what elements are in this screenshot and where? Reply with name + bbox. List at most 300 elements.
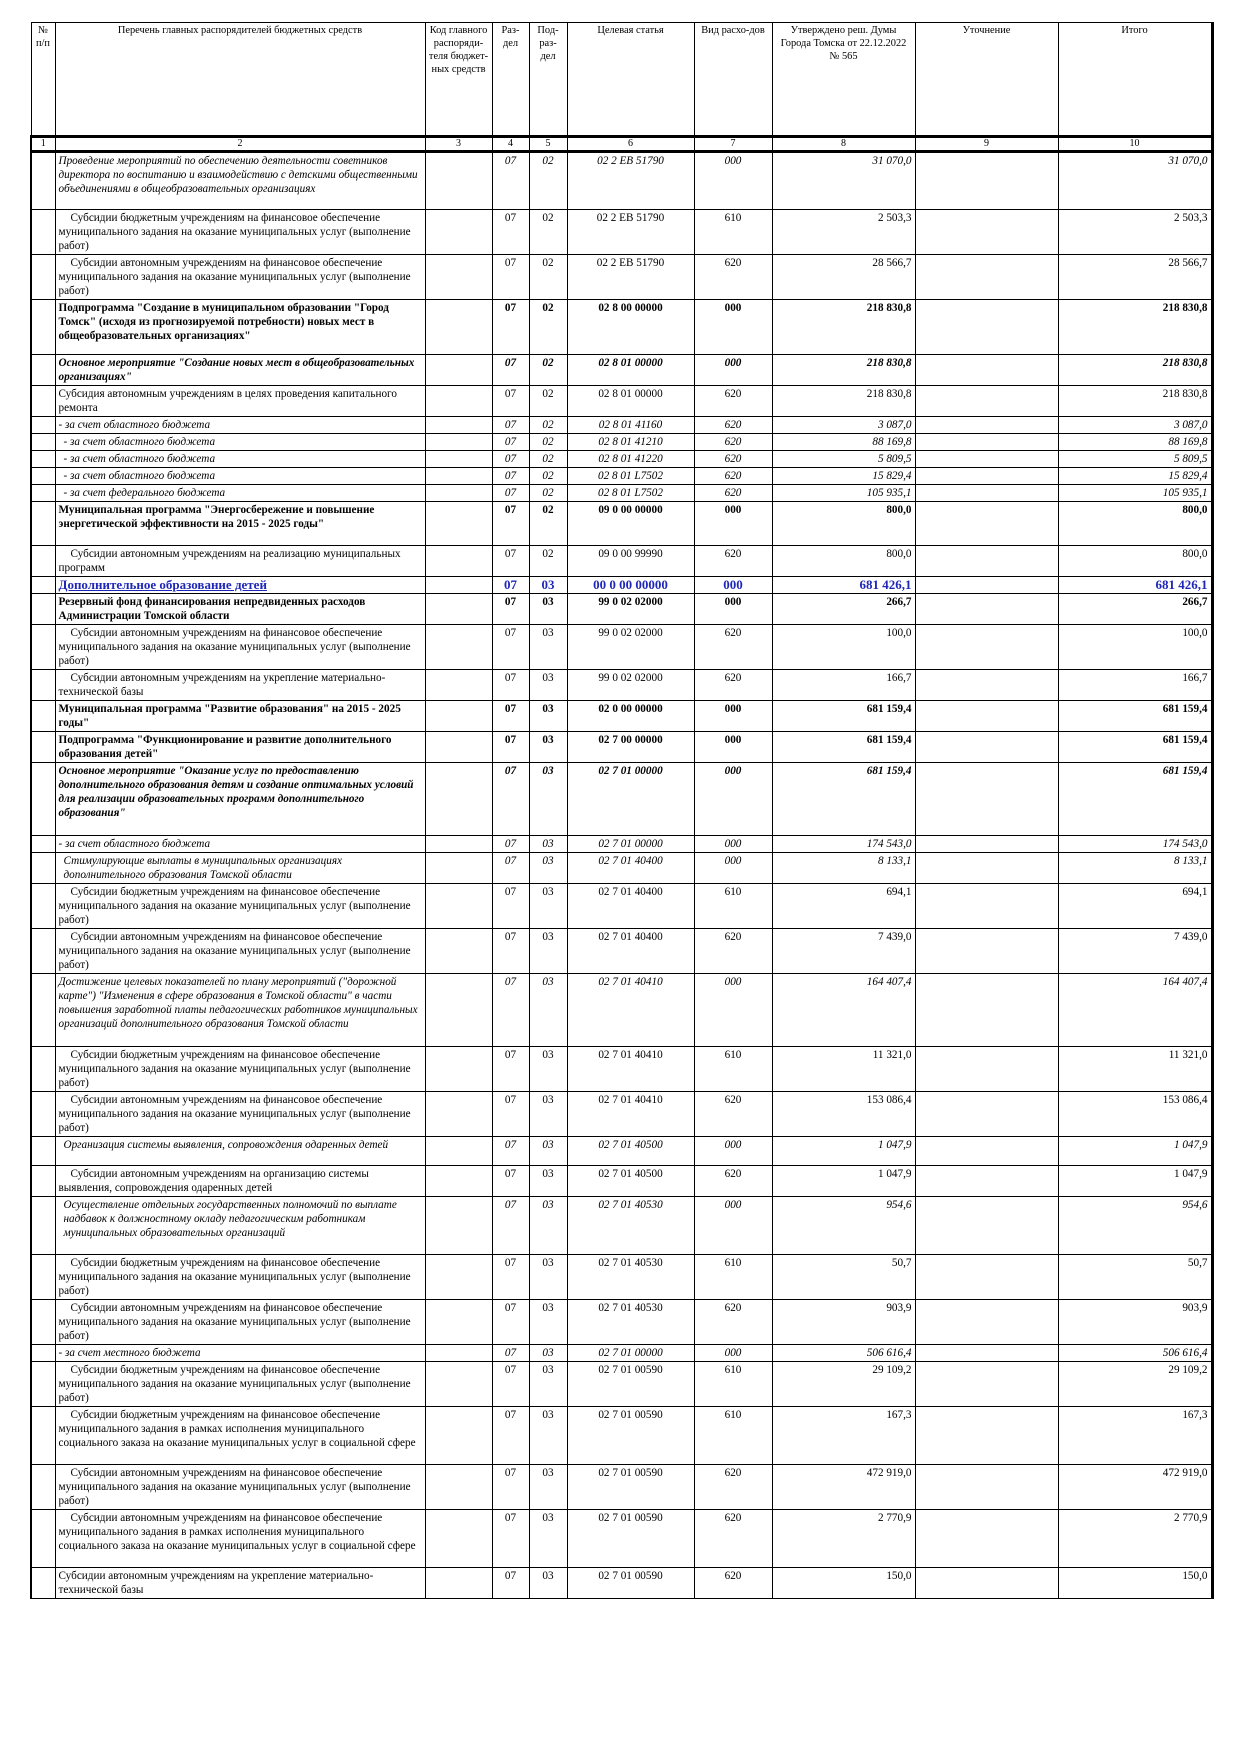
cell-statya: 02 8 01 41160: [567, 417, 694, 434]
cell-utochnenie: [915, 1510, 1058, 1568]
cell-code: [425, 468, 492, 485]
cell-utv: 2 770,9: [772, 1510, 915, 1568]
cell-code: [425, 732, 492, 763]
cell-razdel: 07: [492, 468, 529, 485]
cell-podrazdel: 03: [529, 732, 567, 763]
cell-razdel: 07: [492, 1362, 529, 1407]
cell-name: Организация системы выявления, сопровождения одаренных детей: [55, 1137, 425, 1166]
cell-num: [31, 670, 55, 701]
table-row: [31, 1197, 1212, 1255]
cell-utochnenie: [915, 485, 1058, 502]
cell-vid: 000: [694, 701, 772, 732]
cell-razdel: 07: [492, 1047, 529, 1092]
cell-itogo: 506 616,4: [1058, 1345, 1212, 1362]
table-row: [31, 763, 1212, 836]
cell-name: Субсидии бюджетным учреждениям на финансовое обеспечение муниципального задания на оказание муниципальных услуг (выполнение работ): [55, 1047, 425, 1092]
cell-code: [425, 1345, 492, 1362]
cell-itogo: 3 087,0: [1058, 417, 1212, 434]
cell-razdel: 07: [492, 417, 529, 434]
cell-vid: 000: [694, 1197, 772, 1255]
cell-utv: 1 047,9: [772, 1137, 915, 1166]
cell-utochnenie: [915, 594, 1058, 625]
cell-razdel: 07: [492, 152, 529, 210]
cell-itogo: 150,0: [1058, 1568, 1212, 1599]
cell-statya: 99 0 02 02000: [567, 594, 694, 625]
cell-vid: 620: [694, 417, 772, 434]
cell-utochnenie: [915, 1465, 1058, 1510]
cell-vid: 620: [694, 468, 772, 485]
cell-razdel: 07: [492, 485, 529, 502]
cell-utochnenie: [915, 468, 1058, 485]
cell-statya: 02 8 01 L7502: [567, 468, 694, 485]
cell-podrazdel: 03: [529, 1047, 567, 1092]
cell-utv: 31 070,0: [772, 152, 915, 210]
cell-itogo: 681 159,4: [1058, 763, 1212, 836]
cell-razdel: 07: [492, 929, 529, 974]
table-row: [31, 210, 1212, 255]
cell-num: [31, 1345, 55, 1362]
cell-num: [31, 434, 55, 451]
cell-razdel: 07: [492, 701, 529, 732]
table-row: [31, 386, 1212, 417]
header-col-num: № п/п: [31, 23, 55, 137]
cell-podrazdel: 03: [529, 763, 567, 836]
cell-name: Субсидии автономным учреждениям на финансовое обеспечение муниципального задания на оказание муниципальных услуг (выполнение работ): [55, 255, 425, 300]
table-row: [31, 546, 1212, 577]
cell-podrazdel: 03: [529, 1137, 567, 1166]
cell-utochnenie: [915, 732, 1058, 763]
cell-podrazdel: 03: [529, 853, 567, 884]
cell-code: [425, 1300, 492, 1345]
header-col-code: Код главного распоряди-теля бюджет-ных средств: [425, 23, 492, 137]
table-row: [31, 1166, 1212, 1197]
cell-podrazdel: 03: [529, 577, 567, 594]
cell-vid: 000: [694, 577, 772, 594]
cell-statya: 99 0 02 02000: [567, 625, 694, 670]
cell-code: [425, 763, 492, 836]
cell-utv: 105 935,1: [772, 485, 915, 502]
cell-num: [31, 625, 55, 670]
cell-num: [31, 763, 55, 836]
cell-itogo: 681 426,1: [1058, 577, 1212, 594]
cell-vid: 000: [694, 763, 772, 836]
cell-utochnenie: [915, 355, 1058, 386]
cell-vid: 620: [694, 255, 772, 300]
cell-vid: 000: [694, 355, 772, 386]
cell-utv: 164 407,4: [772, 974, 915, 1047]
cell-num: [31, 1407, 55, 1465]
cell-utochnenie: [915, 625, 1058, 670]
table-row: [31, 451, 1212, 468]
header-col-name: Перечень главных распорядителей бюджетных средств: [55, 23, 425, 137]
cell-num: [31, 210, 55, 255]
col-number: 9: [915, 137, 1058, 152]
cell-podrazdel: 02: [529, 300, 567, 355]
cell-statya: 02 2 EB 51790: [567, 152, 694, 210]
cell-utv: 681 159,4: [772, 763, 915, 836]
cell-code: [425, 1568, 492, 1599]
cell-podrazdel: 02: [529, 355, 567, 386]
cell-name: Субсидия автономным учреждениям в целях проведения капитального ремонта: [55, 386, 425, 417]
cell-razdel: 07: [492, 577, 529, 594]
cell-name: Основное мероприятие "Оказание услуг по предоставлению дополнительного образования детям и создание оптимальных условий для реализации образовательных программ дополнительного образования": [55, 763, 425, 836]
cell-vid: 000: [694, 974, 772, 1047]
cell-razdel: 07: [492, 1407, 529, 1465]
cell-itogo: 681 159,4: [1058, 701, 1212, 732]
cell-razdel: 07: [492, 1092, 529, 1137]
cell-code: [425, 1255, 492, 1300]
cell-razdel: 07: [492, 434, 529, 451]
cell-podrazdel: 02: [529, 546, 567, 577]
cell-num: [31, 929, 55, 974]
cell-utochnenie: [915, 502, 1058, 546]
cell-statya: 02 7 01 00590: [567, 1407, 694, 1465]
cell-statya: 02 7 01 00590: [567, 1568, 694, 1599]
cell-podrazdel: 03: [529, 1510, 567, 1568]
cell-statya: 02 7 01 40410: [567, 1092, 694, 1137]
header-col-utv: Утверждено реш. Думы Города Томска от 22.12.2022 № 565: [772, 23, 915, 137]
cell-code: [425, 355, 492, 386]
cell-utochnenie: [915, 1166, 1058, 1197]
cell-vid: 620: [694, 386, 772, 417]
cell-podrazdel: 03: [529, 884, 567, 929]
cell-name: Субсидии автономным учреждениям на укрепление материально-технической базы: [55, 670, 425, 701]
cell-vid: 620: [694, 1092, 772, 1137]
cell-utochnenie: [915, 836, 1058, 853]
cell-utv: 903,9: [772, 1300, 915, 1345]
cell-utv: 174 543,0: [772, 836, 915, 853]
cell-razdel: 07: [492, 732, 529, 763]
cell-razdel: 07: [492, 1510, 529, 1568]
cell-name: Субсидии автономным учреждениям на финансовое обеспечение муниципального задания на оказание муниципальных услуг (выполнение работ): [55, 1300, 425, 1345]
cell-itogo: 105 935,1: [1058, 485, 1212, 502]
cell-code: [425, 546, 492, 577]
cell-itogo: 50,7: [1058, 1255, 1212, 1300]
cell-itogo: 15 829,4: [1058, 468, 1212, 485]
cell-utv: 266,7: [772, 594, 915, 625]
cell-vid: 620: [694, 1166, 772, 1197]
header-col-utochnenie: Уточнение: [915, 23, 1058, 137]
cell-num: [31, 468, 55, 485]
cell-podrazdel: 03: [529, 1345, 567, 1362]
cell-razdel: 07: [492, 255, 529, 300]
cell-statya: 02 7 01 40500: [567, 1166, 694, 1197]
cell-podrazdel: 03: [529, 1166, 567, 1197]
cell-num: [31, 1362, 55, 1407]
cell-code: [425, 577, 492, 594]
cell-num: [31, 1197, 55, 1255]
cell-name: Субсидии автономным учреждениям на организацию системы выявления, сопровождения одаренных детей: [55, 1166, 425, 1197]
cell-code: [425, 434, 492, 451]
cell-itogo: 2 503,3: [1058, 210, 1212, 255]
cell-name: Субсидии бюджетным учреждениям на финансовое обеспечение муниципального задания в рамках исполнения муниципального социального заказа на оказание муниципальных услуг в социальной сфере: [55, 1407, 425, 1465]
header-col-podrazdel: Под-раз-дел: [529, 23, 567, 137]
cell-name: - за счет областного бюджета: [55, 434, 425, 451]
cell-itogo: 218 830,8: [1058, 386, 1212, 417]
cell-utv: 88 169,8: [772, 434, 915, 451]
cell-vid: 610: [694, 1047, 772, 1092]
cell-utochnenie: [915, 386, 1058, 417]
cell-statya: 02 7 01 00000: [567, 1345, 694, 1362]
cell-razdel: 07: [492, 594, 529, 625]
cell-razdel: 07: [492, 1465, 529, 1510]
cell-name: Субсидии автономным учреждениям на реализацию муниципальных программ: [55, 546, 425, 577]
cell-code: [425, 625, 492, 670]
cell-itogo: 28 566,7: [1058, 255, 1212, 300]
cell-vid: 620: [694, 546, 772, 577]
cell-itogo: 174 543,0: [1058, 836, 1212, 853]
cell-vid: 620: [694, 929, 772, 974]
cell-podrazdel: 02: [529, 468, 567, 485]
cell-utv: 954,6: [772, 1197, 915, 1255]
table-row: [31, 417, 1212, 434]
cell-utochnenie: [915, 1137, 1058, 1166]
cell-razdel: 07: [492, 451, 529, 468]
cell-podrazdel: 02: [529, 417, 567, 434]
cell-utv: 28 566,7: [772, 255, 915, 300]
table-row: [31, 434, 1212, 451]
budget-table-wrapper: [30, 22, 1211, 1599]
cell-num: [31, 853, 55, 884]
cell-razdel: 07: [492, 1166, 529, 1197]
cell-code: [425, 1510, 492, 1568]
header-col-statya: Целевая статья: [567, 23, 694, 137]
cell-utochnenie: [915, 1345, 1058, 1362]
cell-code: [425, 1047, 492, 1092]
cell-itogo: 164 407,4: [1058, 974, 1212, 1047]
cell-utv: 150,0: [772, 1568, 915, 1599]
cell-itogo: 800,0: [1058, 502, 1212, 546]
cell-utv: 5 809,5: [772, 451, 915, 468]
cell-podrazdel: 03: [529, 670, 567, 701]
cell-name: Подпрограмма "Создание в муниципальном образовании "Город Томск" (исходя из прогнозируемой потребности) новых мест в общеобразовательных организациях": [55, 300, 425, 355]
cell-code: [425, 386, 492, 417]
table-row: [31, 255, 1212, 300]
cell-code: [425, 974, 492, 1047]
cell-itogo: 29 109,2: [1058, 1362, 1212, 1407]
cell-num: [31, 836, 55, 853]
cell-vid: 000: [694, 300, 772, 355]
cell-utv: 7 439,0: [772, 929, 915, 974]
cell-statya: 02 7 01 40500: [567, 1137, 694, 1166]
cell-name: Субсидии бюджетным учреждениям на финансовое обеспечение муниципального задания на оказание муниципальных услуг (выполнение работ): [55, 1255, 425, 1300]
col-number: 8: [772, 137, 915, 152]
cell-name: Субсидии бюджетным учреждениям на финансовое обеспечение муниципального задания на оказание муниципальных услуг (выполнение работ): [55, 210, 425, 255]
cell-utochnenie: [915, 670, 1058, 701]
table-row: [31, 355, 1212, 386]
cell-itogo: 167,3: [1058, 1407, 1212, 1465]
cell-itogo: 5 809,5: [1058, 451, 1212, 468]
table-row: [31, 836, 1212, 853]
cell-num: [31, 451, 55, 468]
cell-vid: 000: [694, 1137, 772, 1166]
cell-name: Осуществление отдельных государственных полномочий по выплате надбавок к должностному окладу педагогическим работникам муниципальных образовательных организаций: [55, 1197, 425, 1255]
cell-utochnenie: [915, 763, 1058, 836]
cell-itogo: 218 830,8: [1058, 300, 1212, 355]
cell-podrazdel: 03: [529, 625, 567, 670]
table-row: [31, 1300, 1212, 1345]
cell-razdel: 07: [492, 1568, 529, 1599]
cell-num: [31, 386, 55, 417]
cell-razdel: 07: [492, 502, 529, 546]
cell-code: [425, 451, 492, 468]
cell-podrazdel: 03: [529, 1300, 567, 1345]
cell-code: [425, 1407, 492, 1465]
table-row: [31, 701, 1212, 732]
cell-razdel: 07: [492, 1300, 529, 1345]
cell-razdel: 07: [492, 625, 529, 670]
cell-statya: 09 0 00 00000: [567, 502, 694, 546]
cell-num: [31, 1300, 55, 1345]
cell-razdel: 07: [492, 1255, 529, 1300]
cell-itogo: 88 169,8: [1058, 434, 1212, 451]
cell-utochnenie: [915, 1092, 1058, 1137]
cell-code: [425, 485, 492, 502]
header-col-razdel: Раз-дел: [492, 23, 529, 137]
cell-utv: 8 133,1: [772, 853, 915, 884]
cell-utv: 3 087,0: [772, 417, 915, 434]
cell-statya: 02 7 01 40400: [567, 929, 694, 974]
cell-code: [425, 884, 492, 929]
cell-podrazdel: 03: [529, 1407, 567, 1465]
cell-name: Субсидии автономным учреждениям на финансовое обеспечение муниципального задания в рамках исполнения муниципального социального заказа на оказание муниципальных услуг в социальной сфере: [55, 1510, 425, 1568]
cell-itogo: 31 070,0: [1058, 152, 1212, 210]
cell-podrazdel: 03: [529, 1197, 567, 1255]
cell-statya: 02 7 01 00590: [567, 1510, 694, 1568]
cell-num: [31, 1092, 55, 1137]
cell-num: [31, 1568, 55, 1599]
cell-itogo: 681 159,4: [1058, 732, 1212, 763]
cell-utochnenie: [915, 300, 1058, 355]
cell-num: [31, 485, 55, 502]
cell-utochnenie: [915, 434, 1058, 451]
cell-vid: 610: [694, 1255, 772, 1300]
cell-utv: 153 086,4: [772, 1092, 915, 1137]
cell-vid: 000: [694, 152, 772, 210]
cell-code: [425, 1362, 492, 1407]
cell-utochnenie: [915, 255, 1058, 300]
cell-utv: 167,3: [772, 1407, 915, 1465]
cell-num: [31, 1137, 55, 1166]
cell-name: Резервный фонд финансирования непредвиденных расходов Администрации Томской области: [55, 594, 425, 625]
cell-utv: 50,7: [772, 1255, 915, 1300]
cell-utochnenie: [915, 417, 1058, 434]
cell-num: [31, 594, 55, 625]
cell-name: Субсидии бюджетным учреждениям на финансовое обеспечение муниципального задания на оказание муниципальных услуг (выполнение работ): [55, 884, 425, 929]
cell-name: - за счет областного бюджета: [55, 451, 425, 468]
cell-statya: 99 0 02 02000: [567, 670, 694, 701]
cell-code: [425, 152, 492, 210]
cell-utv: 100,0: [772, 625, 915, 670]
col-number: 10: [1058, 137, 1212, 152]
cell-code: [425, 836, 492, 853]
cell-vid: 000: [694, 594, 772, 625]
cell-vid: 000: [694, 1345, 772, 1362]
cell-statya: 02 7 01 00000: [567, 763, 694, 836]
cell-razdel: 07: [492, 763, 529, 836]
cell-code: [425, 1137, 492, 1166]
cell-num: [31, 300, 55, 355]
table-row: [31, 1407, 1212, 1465]
cell-utv: 681 159,4: [772, 732, 915, 763]
col-number: 4: [492, 137, 529, 152]
cell-name: Субсидии автономным учреждениям на финансовое обеспечение муниципального задания на оказание муниципальных услуг (выполнение работ): [55, 1465, 425, 1510]
col-number: 2: [55, 137, 425, 152]
table-row: [31, 732, 1212, 763]
cell-code: [425, 853, 492, 884]
cell-utochnenie: [915, 701, 1058, 732]
cell-vid: 620: [694, 1510, 772, 1568]
cell-statya: 02 8 00 00000: [567, 300, 694, 355]
table-row: [31, 1465, 1212, 1510]
table-row: [31, 1510, 1212, 1568]
cell-utv: 11 321,0: [772, 1047, 915, 1092]
cell-razdel: 07: [492, 836, 529, 853]
cell-statya: 02 8 01 00000: [567, 355, 694, 386]
cell-utochnenie: [915, 1047, 1058, 1092]
cell-num: [31, 732, 55, 763]
cell-utochnenie: [915, 210, 1058, 255]
cell-statya: 02 8 01 41210: [567, 434, 694, 451]
cell-podrazdel: 03: [529, 594, 567, 625]
col-number: 1: [31, 137, 55, 152]
cell-vid: 000: [694, 732, 772, 763]
cell-name: - за счет областного бюджета: [55, 468, 425, 485]
cell-name: - за счет федерального бюджета: [55, 485, 425, 502]
cell-razdel: 07: [492, 853, 529, 884]
cell-razdel: 07: [492, 210, 529, 255]
cell-vid: 000: [694, 502, 772, 546]
cell-utv: 15 829,4: [772, 468, 915, 485]
cell-statya: 02 7 01 40400: [567, 853, 694, 884]
cell-name: Проведение мероприятий по обеспечению деятельности советников директора по воспитанию и взаимодействию с детскими общественными объединениями в общеобразовательных организациях: [55, 152, 425, 210]
cell-vid: 620: [694, 451, 772, 468]
cell-vid: 620: [694, 670, 772, 701]
cell-statya: 02 8 01 41220: [567, 451, 694, 468]
cell-vid: 620: [694, 434, 772, 451]
cell-vid: 610: [694, 210, 772, 255]
cell-name: Основное мероприятие "Создание новых мест в общеобразовательных организациях": [55, 355, 425, 386]
cell-vid: 610: [694, 1407, 772, 1465]
cell-podrazdel: 03: [529, 1568, 567, 1599]
table-row: [31, 1568, 1212, 1599]
cell-statya: 02 8 01 00000: [567, 386, 694, 417]
cell-podrazdel: 02: [529, 255, 567, 300]
cell-utv: 218 830,8: [772, 355, 915, 386]
cell-name: Достижение целевых показателей по плану мероприятий ("дорожной карте") "Изменения в сфере образования в Томской области" в части повышения заработной платы педагогических работников муниципальных организаций дополнительного образования Томской области: [55, 974, 425, 1047]
cell-statya: 02 7 01 40410: [567, 1047, 694, 1092]
cell-num: [31, 152, 55, 210]
cell-statya: 02 2 EB 51790: [567, 255, 694, 300]
cell-name: Стимулирующие выплаты в муниципальных организациях дополнительного образования Томской области: [55, 853, 425, 884]
cell-podrazdel: 03: [529, 929, 567, 974]
cell-name: Подпрограмма "Функционирование и развитие дополнительного образования детей": [55, 732, 425, 763]
header-numbers-row: [31, 137, 1212, 152]
cell-utochnenie: [915, 1197, 1058, 1255]
cell-podrazdel: 02: [529, 210, 567, 255]
table-row: [31, 577, 1212, 594]
cell-podrazdel: 02: [529, 451, 567, 468]
col-number: 3: [425, 137, 492, 152]
cell-razdel: 07: [492, 670, 529, 701]
col-number: 7: [694, 137, 772, 152]
cell-num: [31, 546, 55, 577]
cell-code: [425, 1092, 492, 1137]
cell-statya: 09 0 00 99990: [567, 546, 694, 577]
cell-podrazdel: 03: [529, 1362, 567, 1407]
cell-statya: 02 7 01 00590: [567, 1465, 694, 1510]
table-row: [31, 884, 1212, 929]
